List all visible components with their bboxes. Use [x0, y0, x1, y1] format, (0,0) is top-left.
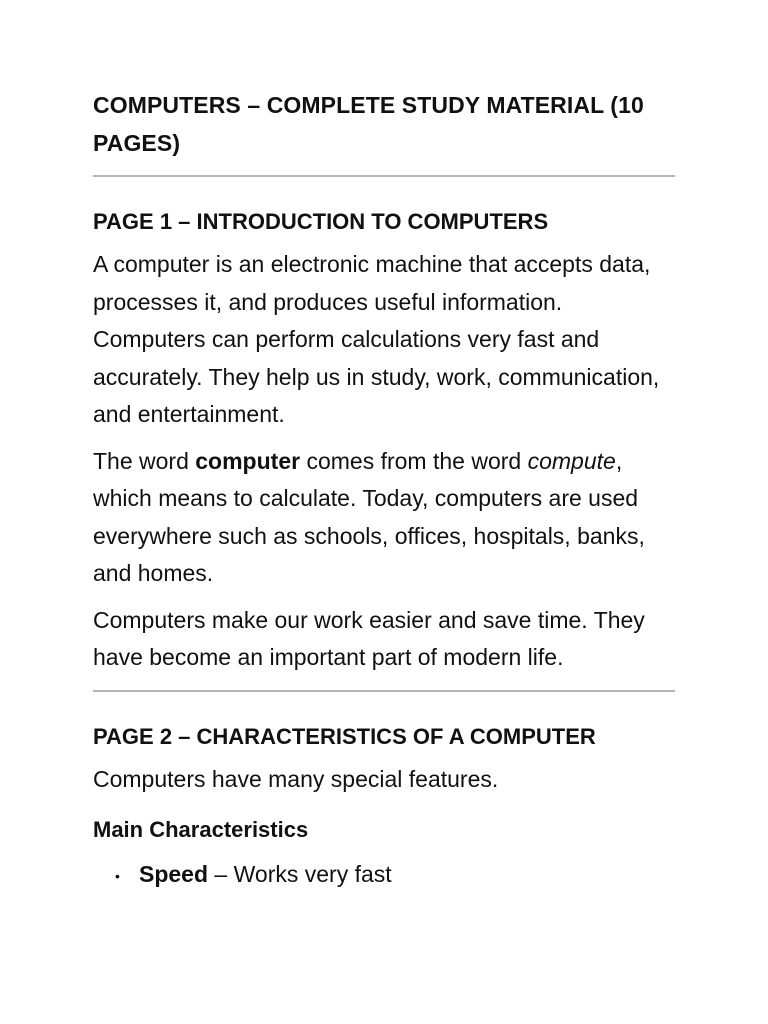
page1-paragraph-2-text-a: The word	[93, 447, 196, 474]
list-item-term: Speed	[139, 861, 209, 887]
list-item	[93, 859, 675, 889]
main-characteristics-heading: Main Characteristics	[93, 817, 309, 842]
document-title: COMPUTERS – COMPLETE STUDY MATERIAL (10 PAGES)	[93, 92, 644, 156]
list-item-description: – Works very fast	[208, 861, 392, 887]
page1-heading: PAGE 1 – INTRODUCTION TO COMPUTERS	[93, 209, 549, 234]
page1-paragraph-2-text-b: comes from the word	[300, 447, 528, 474]
page2-heading: PAGE 2 – CHARACTERISTICS OF A COMPUTER	[93, 723, 596, 749]
section-divider	[93, 690, 675, 692]
bullet-icon: •	[115, 868, 120, 884]
term-compute: compute	[527, 447, 616, 474]
section-divider	[93, 175, 675, 177]
term-computer: computer	[195, 447, 301, 474]
page1-paragraph-3: Computers make our work easier and save time. They have become an important part of modern life.	[93, 606, 645, 670]
page1-paragraph-1: A computer is an electronic machine that accepts data, processes it, and produces useful information. Computers can perform calculations very fast and accurately. They help us in study, work, communication, and entertainment.	[93, 251, 660, 427]
page2-intro: Computers have many special features.	[93, 765, 499, 792]
characteristics-list	[93, 859, 675, 889]
page1-paragraph-2	[93, 443, 675, 593]
page1-paragraph-2-text-c: , which means to calculate. Today, computers are used everywhere such as schools, offices, hospitals, banks, and homes.	[93, 447, 645, 586]
